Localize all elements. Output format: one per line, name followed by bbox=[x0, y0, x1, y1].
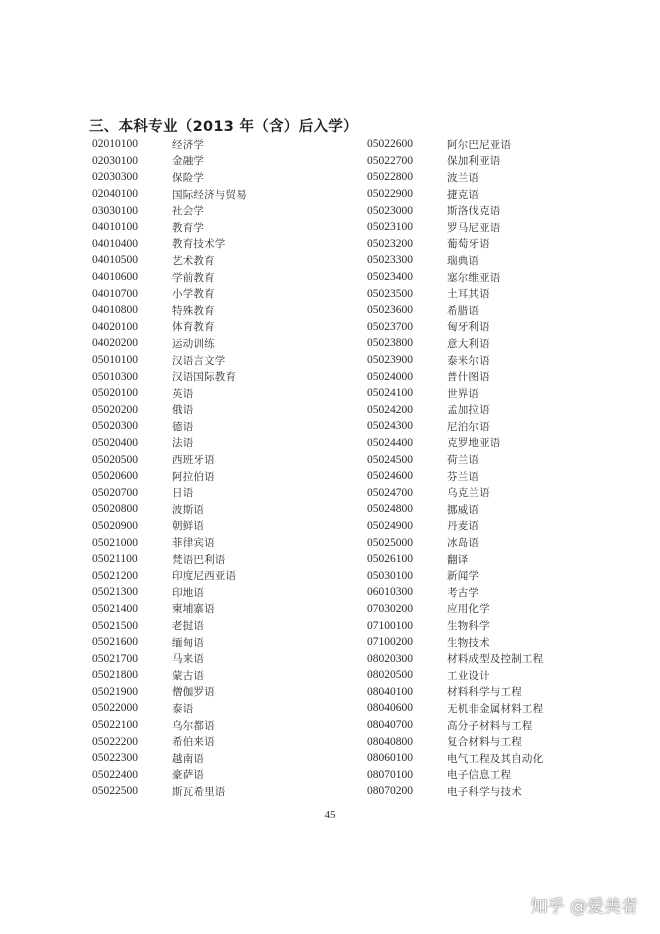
list-item bbox=[92, 202, 247, 219]
major-code: 02040100 bbox=[92, 188, 138, 201]
major-code: 05021900 bbox=[92, 685, 138, 698]
major-code: 05022000 bbox=[92, 702, 138, 715]
major-code: 05020100 bbox=[92, 387, 138, 400]
major-name: 体育教育 bbox=[172, 321, 215, 334]
major-name: 翻译 bbox=[447, 553, 469, 566]
list-item bbox=[367, 667, 543, 684]
major-name: 蒙古语 bbox=[172, 669, 205, 682]
list-item bbox=[367, 269, 543, 286]
major-name: 汉语国际教育 bbox=[172, 371, 237, 384]
list-item bbox=[367, 750, 543, 767]
list-item bbox=[367, 402, 543, 419]
major-name: 僧伽罗语 bbox=[172, 686, 215, 699]
major-name: 艺术教育 bbox=[172, 254, 215, 267]
major-name: 越南语 bbox=[172, 752, 205, 765]
list-item bbox=[367, 567, 543, 584]
major-name: 瑞典语 bbox=[447, 254, 480, 267]
major-code: 05022900 bbox=[367, 188, 413, 201]
major-code: 04010600 bbox=[92, 271, 138, 284]
major-name: 应用化学 bbox=[447, 603, 490, 616]
major-code: 04010700 bbox=[92, 287, 138, 300]
list-item bbox=[92, 418, 247, 435]
right-column bbox=[367, 136, 543, 800]
major-code: 05020900 bbox=[92, 519, 138, 532]
list-item bbox=[92, 617, 247, 634]
list-item bbox=[92, 169, 247, 186]
major-name: 乌尔都语 bbox=[172, 719, 215, 732]
list-item bbox=[92, 484, 247, 501]
major-name: 考古学 bbox=[447, 586, 480, 599]
list-item bbox=[92, 783, 247, 800]
list-item bbox=[367, 534, 543, 551]
major-name: 法语 bbox=[172, 437, 194, 450]
major-code: 05030100 bbox=[367, 569, 413, 582]
major-name: 高分子材料与工程 bbox=[447, 719, 533, 732]
major-name: 匈牙利语 bbox=[447, 321, 490, 334]
major-name: 生物科学 bbox=[447, 620, 490, 633]
major-code: 05021400 bbox=[92, 602, 138, 615]
major-name: 运动训练 bbox=[172, 337, 215, 350]
major-name: 尼泊尔语 bbox=[447, 420, 490, 433]
major-name: 保险学 bbox=[172, 171, 205, 184]
major-name: 罗马尼亚语 bbox=[447, 221, 501, 234]
list-item bbox=[367, 700, 543, 717]
list-item bbox=[367, 584, 543, 601]
list-item bbox=[367, 186, 543, 203]
major-code: 07030200 bbox=[367, 602, 413, 615]
list-item bbox=[92, 285, 247, 302]
list-item bbox=[367, 169, 543, 186]
major-code: 05024100 bbox=[367, 387, 413, 400]
major-name: 斯瓦希里语 bbox=[172, 785, 226, 798]
major-code: 05020800 bbox=[92, 503, 138, 516]
major-code: 05023700 bbox=[367, 320, 413, 333]
major-name: 汉语言文学 bbox=[172, 354, 226, 367]
major-code: 05020300 bbox=[92, 420, 138, 433]
major-code: 05020600 bbox=[92, 470, 138, 483]
major-name: 阿尔巴尼亚语 bbox=[447, 138, 512, 151]
major-code: 05021600 bbox=[92, 636, 138, 649]
major-code: 05022300 bbox=[92, 752, 138, 765]
major-name: 普什图语 bbox=[447, 371, 490, 384]
list-item bbox=[92, 750, 247, 767]
major-name: 经济学 bbox=[172, 138, 205, 151]
list-item bbox=[367, 153, 543, 170]
list-item bbox=[367, 136, 543, 153]
major-name: 豪萨语 bbox=[172, 769, 205, 782]
major-name: 社会学 bbox=[172, 205, 205, 218]
major-name: 无机非金属材料工程 bbox=[447, 702, 544, 715]
major-code: 08020300 bbox=[367, 652, 413, 665]
major-name: 国际经济与贸易 bbox=[172, 188, 247, 201]
list-item bbox=[92, 567, 247, 584]
list-item bbox=[367, 783, 543, 800]
list-item bbox=[92, 236, 247, 253]
list-item bbox=[92, 402, 247, 419]
list-item bbox=[92, 435, 247, 452]
major-name: 新闻学 bbox=[447, 570, 480, 583]
major-name: 捷克语 bbox=[447, 188, 480, 201]
list-item bbox=[367, 435, 543, 452]
left-column bbox=[92, 136, 247, 800]
major-code: 08040800 bbox=[367, 735, 413, 748]
major-name: 波斯语 bbox=[172, 503, 205, 516]
list-item bbox=[367, 252, 543, 269]
list-item bbox=[367, 717, 543, 734]
list-item bbox=[367, 501, 543, 518]
list-item bbox=[367, 236, 543, 253]
major-name: 老挝语 bbox=[172, 620, 205, 633]
major-code: 08040100 bbox=[367, 685, 413, 698]
major-code: 05022800 bbox=[367, 171, 413, 184]
list-item bbox=[92, 319, 247, 336]
list-item bbox=[92, 534, 247, 551]
list-item bbox=[367, 733, 543, 750]
list-item bbox=[92, 385, 247, 402]
major-name: 塞尔维亚语 bbox=[447, 271, 501, 284]
major-code: 05022200 bbox=[92, 735, 138, 748]
major-code: 05010100 bbox=[92, 354, 138, 367]
major-name: 特殊教育 bbox=[172, 304, 215, 317]
major-code: 05024500 bbox=[367, 453, 413, 466]
list-item bbox=[367, 285, 543, 302]
major-code: 05020700 bbox=[92, 486, 138, 499]
major-code: 05023500 bbox=[367, 287, 413, 300]
list-item bbox=[92, 302, 247, 319]
major-name: 金融学 bbox=[172, 155, 205, 168]
list-item bbox=[92, 186, 247, 203]
list-item bbox=[92, 584, 247, 601]
major-code: 05020200 bbox=[92, 403, 138, 416]
major-name: 电子科学与技术 bbox=[447, 785, 522, 798]
major-code: 08040700 bbox=[367, 719, 413, 732]
list-item bbox=[367, 617, 543, 634]
list-item bbox=[92, 767, 247, 784]
list-item bbox=[92, 335, 247, 352]
list-item bbox=[367, 518, 543, 535]
major-name: 希腊语 bbox=[447, 304, 480, 317]
list-item bbox=[367, 352, 543, 369]
major-code: 02010100 bbox=[92, 138, 138, 151]
major-code: 03030100 bbox=[92, 204, 138, 217]
major-code: 06010300 bbox=[367, 586, 413, 599]
list-item bbox=[92, 269, 247, 286]
major-code: 04010500 bbox=[92, 254, 138, 267]
major-name: 材料科学与工程 bbox=[447, 686, 522, 699]
major-code: 05024900 bbox=[367, 519, 413, 532]
major-code: 05023000 bbox=[367, 204, 413, 217]
list-item bbox=[92, 219, 247, 236]
list-item bbox=[92, 717, 247, 734]
major-name: 电子信息工程 bbox=[447, 769, 512, 782]
major-name: 泰语 bbox=[172, 702, 194, 715]
major-name: 阿拉伯语 bbox=[172, 470, 215, 483]
list-item bbox=[367, 385, 543, 402]
major-name: 意大利语 bbox=[447, 337, 490, 350]
major-code: 05023400 bbox=[367, 271, 413, 284]
list-item bbox=[92, 136, 247, 153]
major-code: 05023900 bbox=[367, 354, 413, 367]
major-name: 印地语 bbox=[172, 586, 205, 599]
major-name: 冰岛语 bbox=[447, 537, 480, 550]
list-item bbox=[92, 733, 247, 750]
major-code: 05022500 bbox=[92, 785, 138, 798]
list-item bbox=[367, 368, 543, 385]
major-name: 泰米尔语 bbox=[447, 354, 490, 367]
major-code: 05021000 bbox=[92, 536, 138, 549]
major-name: 学前教育 bbox=[172, 271, 215, 284]
list-item bbox=[367, 634, 543, 651]
list-item bbox=[92, 601, 247, 618]
major-name: 德语 bbox=[172, 420, 194, 433]
major-code: 07100100 bbox=[367, 619, 413, 632]
major-code: 05024000 bbox=[367, 370, 413, 383]
major-code: 05024400 bbox=[367, 436, 413, 449]
major-code: 04020200 bbox=[92, 337, 138, 350]
major-code: 05010300 bbox=[92, 370, 138, 383]
list-item bbox=[367, 302, 543, 319]
major-name: 生物技术 bbox=[447, 636, 490, 649]
major-name: 印度尼西亚语 bbox=[172, 570, 237, 583]
major-code: 05023600 bbox=[367, 304, 413, 317]
major-code: 05024300 bbox=[367, 420, 413, 433]
major-code: 05023100 bbox=[367, 221, 413, 234]
major-code: 05021800 bbox=[92, 669, 138, 682]
major-name: 挪威语 bbox=[447, 503, 480, 516]
list-item bbox=[92, 551, 247, 568]
list-item bbox=[92, 700, 247, 717]
major-code: 05020400 bbox=[92, 436, 138, 449]
major-name: 朝鲜语 bbox=[172, 520, 205, 533]
major-code: 04010400 bbox=[92, 237, 138, 250]
list-item bbox=[92, 153, 247, 170]
major-code: 08060100 bbox=[367, 752, 413, 765]
section-title: 三、本科专业（2013 年（含）后入学） bbox=[89, 119, 358, 135]
major-code: 05023800 bbox=[367, 337, 413, 350]
major-name: 斯洛伐克语 bbox=[447, 205, 501, 218]
major-name: 马来语 bbox=[172, 653, 205, 666]
major-name: 波兰语 bbox=[447, 171, 480, 184]
list-item bbox=[367, 319, 543, 336]
major-name: 乌克兰语 bbox=[447, 487, 490, 500]
major-name: 材料成型及控制工程 bbox=[447, 653, 544, 666]
major-code: 04020100 bbox=[92, 320, 138, 333]
list-item bbox=[92, 252, 247, 269]
major-code: 08070200 bbox=[367, 785, 413, 798]
major-code: 05024200 bbox=[367, 403, 413, 416]
list-item bbox=[92, 468, 247, 485]
list-item bbox=[92, 501, 247, 518]
list-item bbox=[367, 451, 543, 468]
major-name: 西班牙语 bbox=[172, 454, 215, 467]
list-item bbox=[367, 551, 543, 568]
major-code: 05023200 bbox=[367, 237, 413, 250]
major-name: 孟加拉语 bbox=[447, 404, 490, 417]
major-name: 世界语 bbox=[447, 387, 480, 400]
major-code: 05024700 bbox=[367, 486, 413, 499]
list-item bbox=[367, 202, 543, 219]
major-name: 小学教育 bbox=[172, 288, 215, 301]
major-code: 05023300 bbox=[367, 254, 413, 267]
major-code: 02030300 bbox=[92, 171, 138, 184]
major-code: 05021500 bbox=[92, 619, 138, 632]
list-item bbox=[367, 335, 543, 352]
page-number: 45 bbox=[324, 809, 336, 821]
list-item bbox=[367, 219, 543, 236]
major-code: 05021300 bbox=[92, 586, 138, 599]
major-name: 菲律宾语 bbox=[172, 537, 215, 550]
major-code: 02030100 bbox=[92, 154, 138, 167]
major-code: 08020500 bbox=[367, 669, 413, 682]
list-item bbox=[92, 634, 247, 651]
major-code: 05022700 bbox=[367, 154, 413, 167]
major-name: 克罗地亚语 bbox=[447, 437, 501, 450]
major-name: 电气工程及其自动化 bbox=[447, 752, 544, 765]
major-code: 05020500 bbox=[92, 453, 138, 466]
major-code: 05021700 bbox=[92, 652, 138, 665]
list-item bbox=[92, 368, 247, 385]
list-item bbox=[92, 451, 247, 468]
major-name: 葡萄牙语 bbox=[447, 238, 490, 251]
major-code: 08040600 bbox=[367, 702, 413, 715]
major-code: 07100200 bbox=[367, 636, 413, 649]
major-name: 丹麦语 bbox=[447, 520, 480, 533]
major-code: 05021100 bbox=[92, 553, 138, 566]
major-code: 05024800 bbox=[367, 503, 413, 516]
list-item bbox=[367, 468, 543, 485]
major-name: 希伯来语 bbox=[172, 736, 215, 749]
major-name: 教育技术学 bbox=[172, 238, 226, 251]
major-code: 05022400 bbox=[92, 768, 138, 781]
list-item bbox=[92, 684, 247, 701]
major-code: 05022100 bbox=[92, 719, 138, 732]
major-code: 05026100 bbox=[367, 553, 413, 566]
major-code: 05025000 bbox=[367, 536, 413, 549]
major-code: 04010800 bbox=[92, 304, 138, 317]
major-name: 俄语 bbox=[172, 404, 194, 417]
list-item bbox=[367, 484, 543, 501]
major-name: 日语 bbox=[172, 487, 194, 500]
major-name: 复合材料与工程 bbox=[447, 736, 522, 749]
major-name: 土耳其语 bbox=[447, 288, 490, 301]
major-name: 梵语巴利语 bbox=[172, 553, 226, 566]
list-item bbox=[367, 418, 543, 435]
major-name: 荷兰语 bbox=[447, 454, 480, 467]
major-code: 04010100 bbox=[92, 221, 138, 234]
list-item bbox=[92, 352, 247, 369]
major-code: 05024600 bbox=[367, 470, 413, 483]
major-name: 英语 bbox=[172, 387, 194, 400]
list-item bbox=[92, 650, 247, 667]
major-name: 柬埔寨语 bbox=[172, 603, 215, 616]
major-code: 08070100 bbox=[367, 768, 413, 781]
major-name: 缅甸语 bbox=[172, 636, 205, 649]
major-name: 保加利亚语 bbox=[447, 155, 501, 168]
list-item bbox=[367, 650, 543, 667]
list-item bbox=[367, 601, 543, 618]
major-name: 教育学 bbox=[172, 221, 205, 234]
list-item bbox=[367, 767, 543, 784]
major-name: 芬兰语 bbox=[447, 470, 480, 483]
list-item bbox=[92, 667, 247, 684]
major-code: 05022600 bbox=[367, 138, 413, 151]
watermark: 知乎 @爱美者 bbox=[530, 897, 638, 917]
list-item bbox=[92, 518, 247, 535]
list-item bbox=[367, 684, 543, 701]
major-name: 工业设计 bbox=[447, 669, 490, 682]
major-code: 05021200 bbox=[92, 569, 138, 582]
